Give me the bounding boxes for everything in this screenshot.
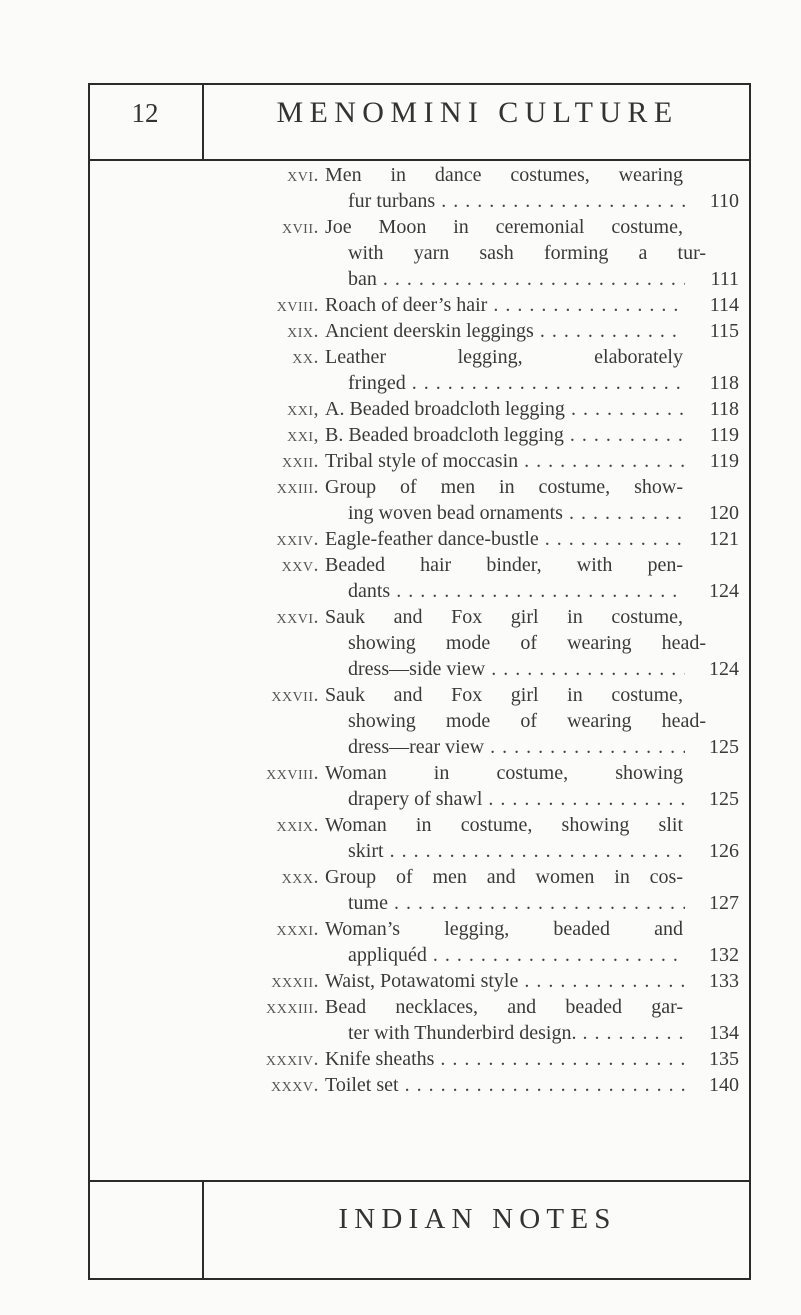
entry-caption-line: Woman’s legging, beaded and [325, 918, 683, 940]
plate-numeral: xxxi. [276, 918, 319, 940]
plate-numeral: xxv. [281, 554, 319, 576]
entry-page-number: 118 [709, 372, 739, 394]
entry-caption-line: fur turbans . . . [348, 188, 685, 214]
plate-numeral: xvii. [281, 216, 319, 238]
toc-entry [0, 916, 801, 968]
header-bottom-rule [88, 159, 751, 161]
entry-caption-line: ter with Thunderbird design. . . . [348, 1020, 685, 1046]
entry-caption-line: showing mode of wearing head- [348, 632, 706, 654]
toc-entry [0, 422, 801, 448]
entry-page-number: 118 [709, 398, 739, 420]
entry-caption-line: dress—rear view . . . [348, 734, 685, 760]
entry-caption-line: appliquéd . . . [348, 942, 685, 968]
entry-caption-line: Woman in costume, showing [325, 762, 683, 784]
plate-numeral: xxvi. [276, 606, 319, 628]
toc-entry [0, 604, 801, 682]
entry-page-number: 134 [709, 1022, 739, 1044]
entry-caption-line: Leather legging, elaborately [325, 346, 683, 368]
toc-entry [0, 162, 801, 214]
entry-page-number: 114 [709, 294, 739, 316]
entry-caption-line: Joe Moon in ceremonial costume, [325, 216, 683, 238]
plate-numeral: xxvii. [271, 684, 319, 706]
plate-numeral: xxxiv. [265, 1048, 319, 1070]
plate-numeral: xxix. [276, 814, 319, 836]
entry-caption-line: Knife sheaths . . . [325, 1046, 685, 1072]
entry-page-number: 124 [709, 658, 739, 680]
entry-page-number: 126 [709, 840, 739, 862]
plate-numeral: xxx. [281, 866, 319, 888]
entry-caption-line: Sauk and Fox girl in costume, [325, 684, 683, 706]
plate-numeral: xxxii. [271, 970, 319, 992]
entry-caption-line: with yarn sash forming a tur- [348, 242, 706, 264]
entry-page-number: 125 [709, 788, 739, 810]
entry-caption-line: dress—side view . . . [348, 656, 685, 682]
plate-numeral: xxi, [287, 398, 319, 420]
entry-caption-line: Men in dance costumes, wearing [325, 164, 683, 186]
entry-page-number: 127 [709, 892, 739, 914]
plate-numeral: xxi, [287, 424, 319, 446]
toc-entry [0, 396, 801, 422]
entry-page-number: 125 [709, 736, 739, 758]
toc-entry [0, 682, 801, 760]
entry-page-number: 133 [709, 970, 739, 992]
entry-page-number: 124 [709, 580, 739, 602]
entry-caption-line: Roach of deer’s hair . . . [325, 292, 685, 318]
running-footer: INDIAN NOTES [338, 1203, 617, 1235]
entry-caption-line: Woman in costume, showing slit [325, 814, 683, 836]
entry-page-number: 111 [710, 268, 739, 290]
entry-caption-line: fringed . . . [348, 370, 685, 396]
entry-caption-line: Bead necklaces, and beaded gar- [325, 996, 683, 1018]
toc-entry [0, 344, 801, 396]
plate-numeral: xxviii. [266, 762, 319, 784]
toc-entry [0, 864, 801, 916]
entry-page-number: 119 [709, 424, 739, 446]
entry-caption-line: B. Beaded broadcloth legging . . . [325, 422, 685, 448]
toc-entry [0, 214, 801, 292]
plate-numeral: xxxv. [271, 1074, 319, 1096]
entry-page-number: 135 [709, 1048, 739, 1070]
toc-entry [0, 1046, 801, 1072]
entry-caption-line: Group of men in costume, show- [325, 476, 683, 498]
entry-caption-line: Toilet set . . . [325, 1072, 685, 1098]
entry-caption-line: tume . . . [348, 890, 685, 916]
toc-entry [0, 760, 801, 812]
running-header: MENOMINI CULTURE [276, 96, 679, 129]
entry-page-number: 120 [709, 502, 739, 524]
entry-caption-line: Eagle-feather dance-bustle . . . [325, 526, 685, 552]
toc-entry [0, 994, 801, 1046]
entry-caption-line: Group of men and women in cos- [325, 866, 683, 888]
entry-caption-line: ing woven bead ornaments . . . [348, 500, 685, 526]
entry-caption-line: ban . . . [348, 266, 685, 292]
toc-entry [0, 968, 801, 994]
entry-page-number: 119 [709, 450, 739, 472]
entry-caption-line: drapery of shawl . . . [348, 786, 685, 812]
footer-column-divider [202, 1180, 204, 1280]
page-number: 12 [131, 98, 159, 128]
plate-numeral: xxiv. [276, 528, 319, 550]
plate-numeral: xix. [287, 320, 319, 342]
footer-top-rule [88, 1180, 751, 1182]
toc-entry [0, 526, 801, 552]
plate-numeral: xx. [292, 346, 319, 368]
entry-caption-line: Ancient deerskin leggings . . . [325, 318, 685, 344]
entry-caption-line: dants . . . [348, 578, 685, 604]
toc-entry [0, 812, 801, 864]
plate-numeral: xxiii. [276, 476, 319, 498]
frame-bottom-rule [88, 1278, 751, 1280]
frame-top-rule [88, 83, 751, 85]
plate-numeral: xvi. [287, 164, 319, 186]
entry-caption-line: Tribal style of moccasin . . . [325, 448, 685, 474]
entry-caption-line: Beaded hair binder, with pen- [325, 554, 683, 576]
entry-caption-line: skirt . . . [348, 838, 685, 864]
entry-page-number: 132 [709, 944, 739, 966]
toc-entry [0, 1072, 801, 1098]
toc-entry [0, 552, 801, 604]
toc-entry [0, 292, 801, 318]
plate-numeral: xxii. [281, 450, 319, 472]
plate-numeral: xxxiii. [266, 996, 319, 1018]
toc-entry [0, 474, 801, 526]
header-column-divider [202, 83, 204, 161]
entry-caption-line: A. Beaded broadcloth legging . . . [325, 396, 685, 422]
entry-caption-line: showing mode of wearing head- [348, 710, 706, 732]
plate-numeral: xviii. [276, 294, 319, 316]
entry-page-number: 121 [709, 528, 739, 550]
entry-page-number: 115 [709, 320, 739, 342]
toc-entry [0, 448, 801, 474]
entry-page-number: 110 [709, 190, 739, 212]
entry-caption-line: Waist, Potawatomi style . . . [325, 968, 685, 994]
entry-caption-line: Sauk and Fox girl in costume, [325, 606, 683, 628]
entry-page-number: 140 [709, 1074, 739, 1096]
toc-entry [0, 318, 801, 344]
list-of-plates [0, 162, 801, 1098]
